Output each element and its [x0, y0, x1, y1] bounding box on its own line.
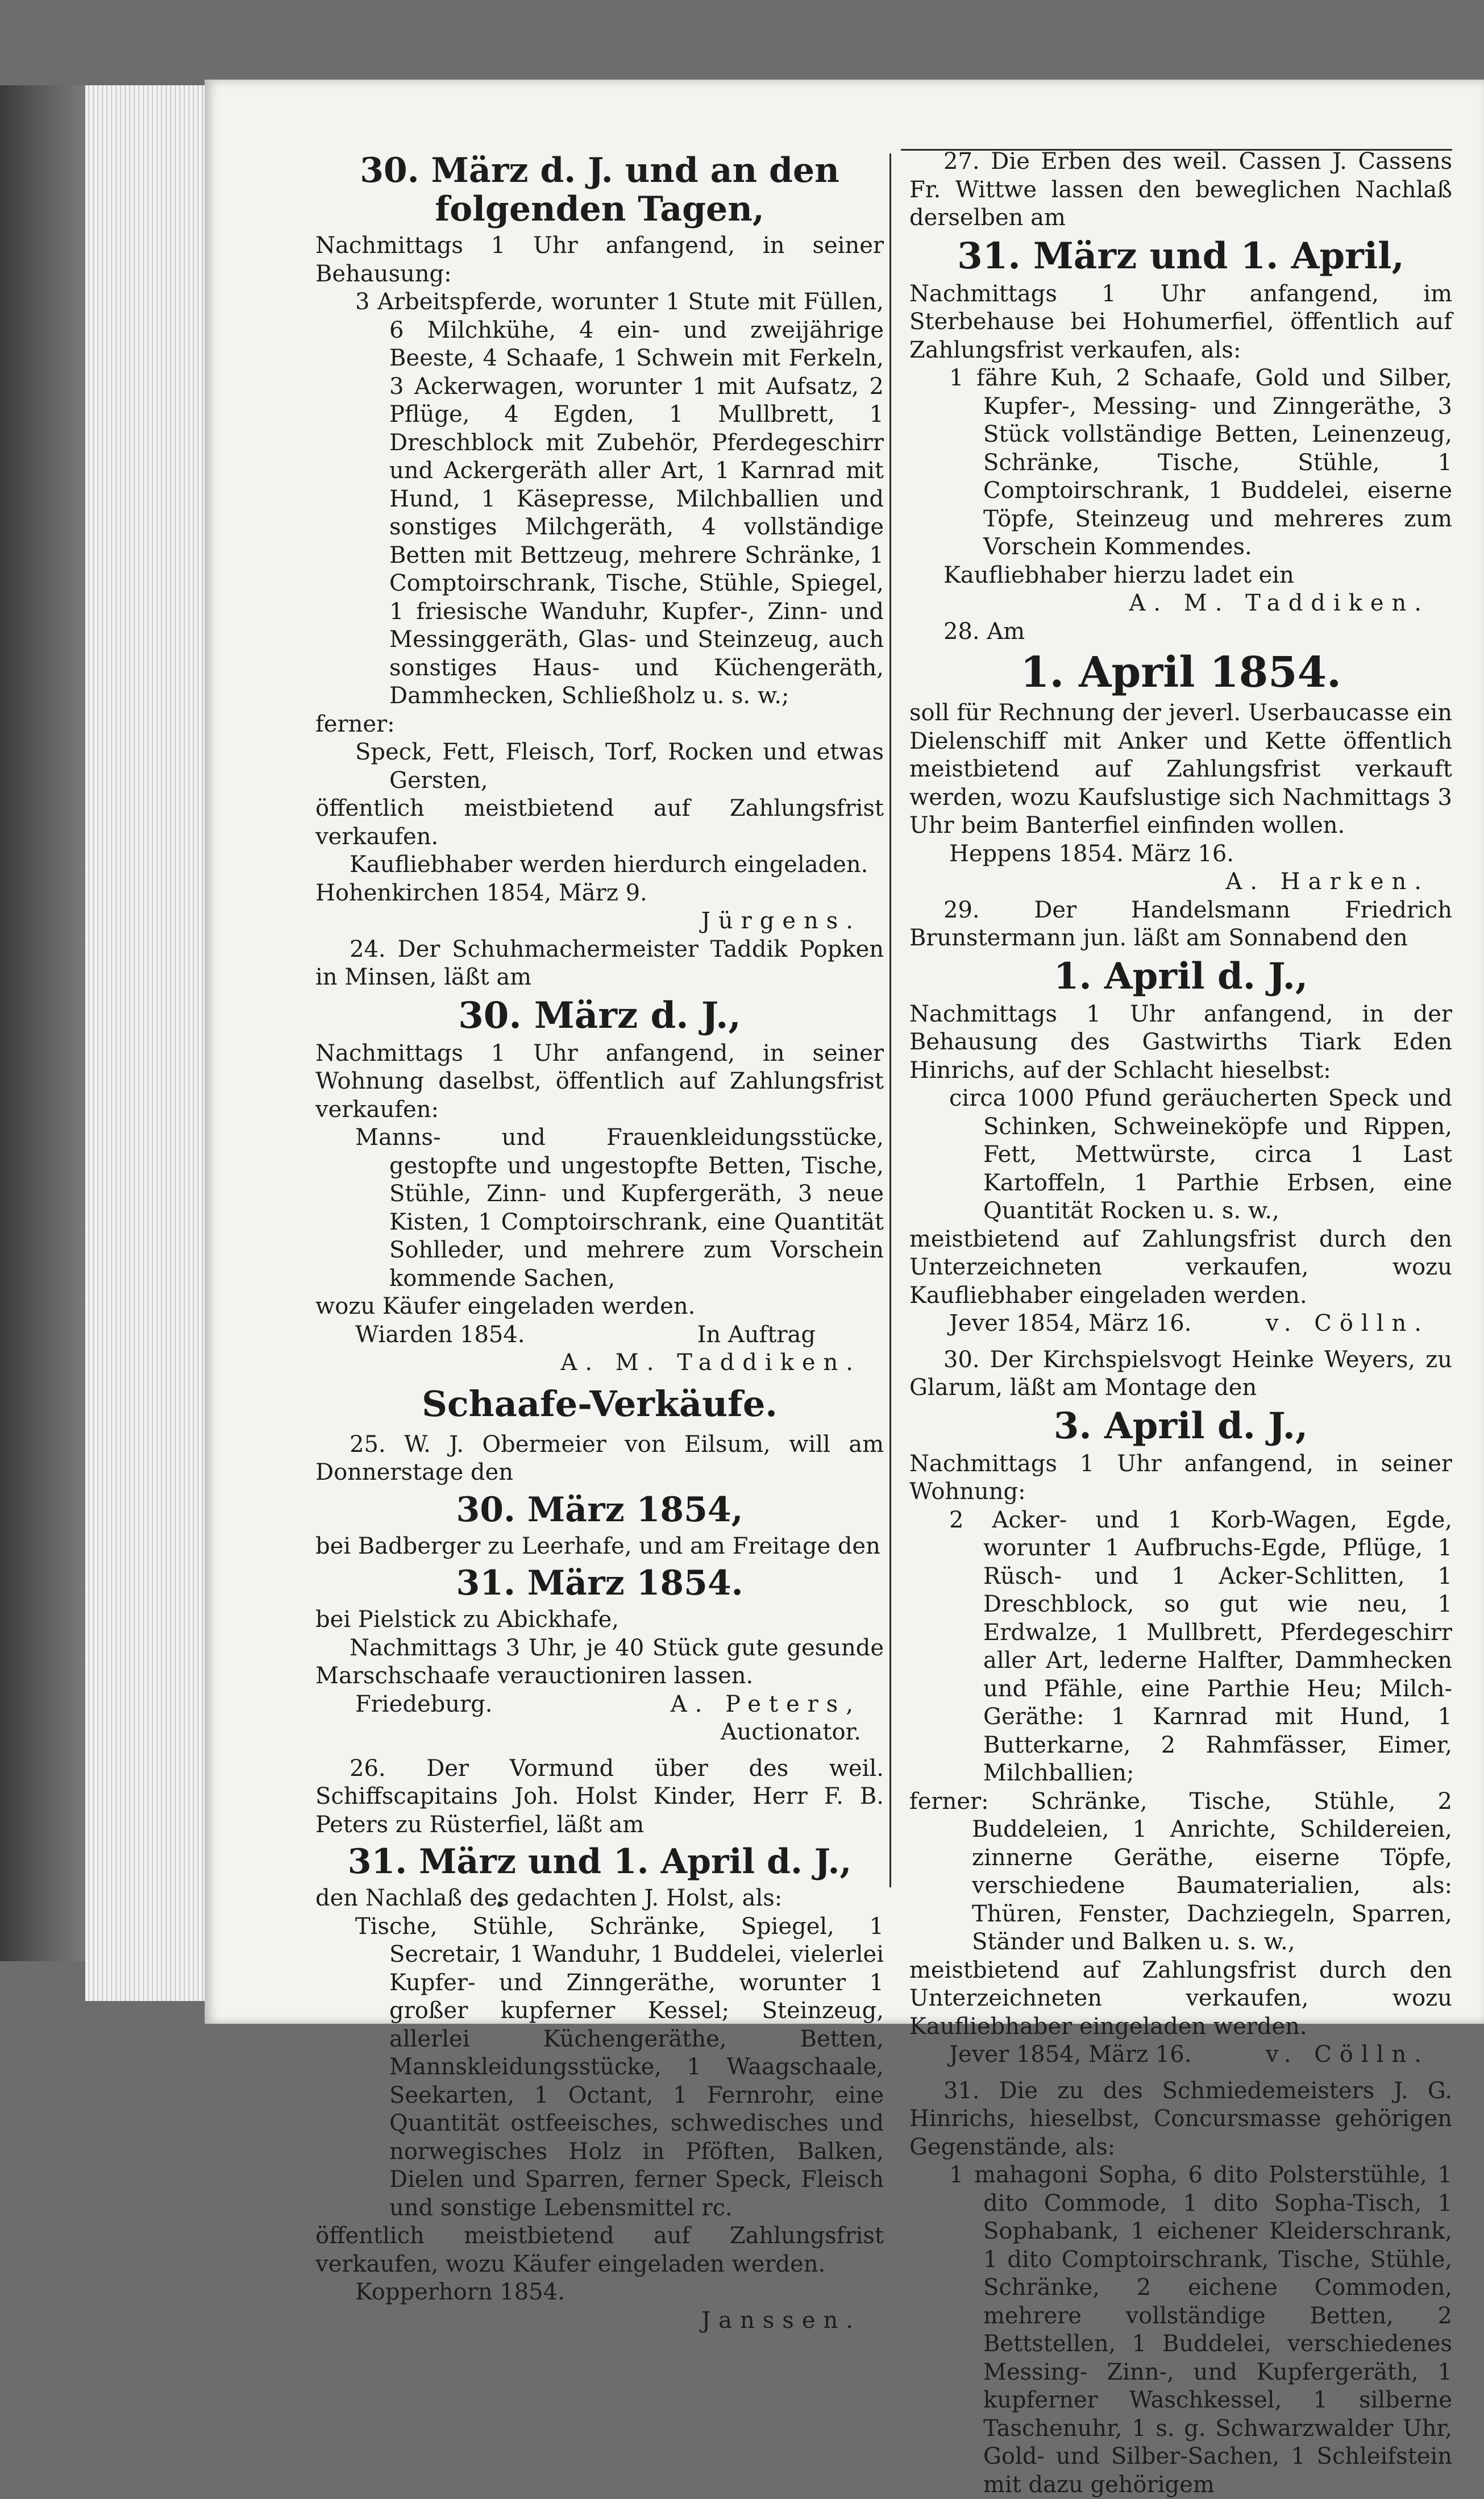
notice-25-date: 30. März 1854,: [456, 1489, 743, 1530]
notice-29-date: 1. April d. J.,: [1053, 954, 1308, 998]
section-heading: Schaafe-Verkäufe.: [422, 1383, 778, 1425]
book-binding: [0, 85, 85, 1961]
notice-27: 27. Die Erben des weil. Cassen J. Cassens Fr. Wittwe lassen den beweglichen Nachlaß derselben am: [909, 148, 1452, 231]
place-line: [909, 1310, 1452, 1338]
notice-28-date: 1. April 1854.: [1020, 648, 1341, 697]
text: meistbietend auf Zahlungsfrist durch den Unterzeichneten verkaufen, wozu Kaufliebhaber eingeladen werden.: [909, 1957, 1452, 2040]
place-line: [315, 1691, 884, 1719]
signature: Jürgens.: [701, 908, 861, 934]
item-list: ferner: Schränke, Tische, Stühle, 2 Buddeleien, 1 Anrichte, Schildereien, zinnerne Geräthe, eiserne Töpfe, verschiedene Baumaterialien, als: Thüren, Fenster, Dachziegeln, Sparren, Ständer und Balken u. s. w.,: [909, 1788, 1452, 1955]
place-date: Wiarden 1854.: [355, 1321, 525, 1348]
place-date: Jever 1854, März 16.: [949, 1310, 1192, 1336]
notice-26: 26. Der Vormund über des weil. Schiffscapitains Joh. Holst Kinder, Herr F. B. Peters zu Rüsterfiel, läßt am: [315, 1755, 884, 1838]
notice-30: 30. Der Kirchspielsvogt Heinke Weyers, zu Glarum, läßt am Montage den: [909, 1346, 1452, 1401]
page-edges: [85, 85, 206, 2001]
notice-30-date: 3. April d. J.,: [1053, 1404, 1308, 1447]
item-list: Speck, Fett, Fleisch, Torf, Rocken und etwas Gersten,: [355, 739, 884, 794]
notice-27-date: 31. März und 1. April,: [957, 234, 1404, 277]
signature: A. M. Taddiken.: [1129, 590, 1429, 616]
item-list: 1 fähre Kuh, 2 Schaafe, Gold und Silber, Kupfer-, Messing- und Zinngeräthe, 3 Stück vollständige Betten, Leinenzeug, Schränke, Tische, Stühle, 1 Comptoirschrank, 1 Buddelei, eiserne Töpfe, Steinzeug und mehreres zum Vorschein Kommendes.: [949, 365, 1452, 560]
left-column: [315, 148, 884, 2335]
item-list: 3 Arbeitspferde, worunter 1 Stute mit Füllen, 6 Milchkühe, 4 ein- und zweijährige Beeste, 4 Schaafe, 1 Schwein mit Ferkeln, 3 Ackerwagen, worunter 1 mit Aufsatz, 2 Pflüge, 4 Egden, 1 Mullbrett, 1 Dreschblock mit Zubehör, Pferdegeschirr und Ackergeräth aller Art, 1 Karnrad mit Hund, 1 Käsepresse, Milchballien und sonstiges Milchgeräth, 4 vollständige Betten mit Bettzeug, mehrere Schränke, 1 Comptoirschrank, Tische, Stühle, Spiegel, 1 friesische Wanduhr, Kupfer-, Zinn- und Messinggeräth, Glas- und Steinzeug, auch sonstiges Haus- und Küchengeräth, Dammhecken, Schließholz u. s. w.;: [355, 289, 884, 709]
place-date: Heppens 1854. März 16.: [949, 840, 1234, 867]
place-date: Kopperhorn 1854.: [355, 2279, 565, 2305]
notice-24-date: 30. März d. J.,: [458, 994, 741, 1037]
place-line: [315, 1321, 884, 1350]
notice-25: 25. W. J. Obermeier von Eilsum, will am Donnerstage den: [315, 1431, 884, 1485]
commission: In Auftrag: [697, 1321, 816, 1348]
item-list: circa 1000 Pfund geräucherten Speck und Schinken, Schweineköpfe und Rippen, Fett, Mettwürste, circa 1 Last Kartoffeln, 1 Parthie Erbsen, eine Quantität Rocken u. s. w.,: [949, 1085, 1452, 1224]
text: den Nachlaß des gedachten J. Holst, als:: [315, 1885, 783, 1911]
place-date: Friedeburg.: [355, 1691, 493, 1717]
text: Nachmittags 1 Uhr anfangend, in seiner Behausung:: [315, 233, 884, 287]
text: soll für Rechnung der jeverl. Userbaucasse ein Dielenschiff mit Anker und Kette öffentlich meistbietend auf Zahlungsfrist verkauft werden, wozu Kaufslustige sich Nachmittags 3 Uhr beim Banterfiel einfinden wollen.: [909, 700, 1452, 838]
item-list: 2 Acker- und 1 Korb-Wagen, Egde, worunter 1 Aufbruchs-Egde, Pflüge, 1 Rüsch- und 1 Acker-Schlitten, 1 Dreschblock, so gut wie neu, 1 Erdwalze, 1 Mullbrett, Pferdegeschirr aller Art, lederne Halfter, Dammhecken und Pfähle, eine Parthie Heu; Milch-Geräthe: 1 Karnrad mit Hund, 1 Butterkarne, 2 Rahmfässer, Eimer, Milchballien;: [949, 1506, 1452, 1786]
text: Nachmittags 1 Uhr anfangend, in seiner Wohnung:: [909, 1450, 1452, 1505]
place-date: Jever 1854, März 16.: [949, 2041, 1192, 2068]
signature: A. M. Taddiken.: [560, 1350, 861, 1376]
notice-26-date: 31. März und 1. April d. J.,: [347, 1842, 852, 1882]
text: Nachmittags 1 Uhr anfangend, im Sterbehause bei Hohumerfiel, öffentlich auf Zahlungsfrist verkaufen, als:: [909, 280, 1452, 363]
text: bei Pielstick zu Abickhafe,: [315, 1607, 619, 1633]
text: ferner:: [315, 711, 395, 737]
role: Auctionator.: [720, 1719, 861, 1745]
signature: A. Harken.: [1225, 869, 1429, 895]
text: Kaufliebhaber werden hierdurch eingeladen.: [350, 852, 868, 878]
heading-date: 30. März d. J. und an den folgenden Tagen,: [360, 151, 839, 229]
notice-31: 31. Die zu des Schmiedemeisters J. G. Hinrichs, hieselbst, Concursmasse gehörigen Gegenstände, als:: [909, 2077, 1452, 2160]
text: öffentlich meistbietend auf Zahlungsfrist verkaufen.: [315, 795, 884, 850]
signature: A. Peters,: [670, 1691, 861, 1717]
notice-24: 24. Der Schuhmachermeister Taddik Popken in Minsen, läßt am: [315, 936, 884, 990]
right-column: [909, 148, 1452, 2499]
text: Kaufliebhaber hierzu ladet ein: [943, 562, 1294, 588]
place-line: [909, 2041, 1452, 2069]
item-list: Manns- und Frauenkleidungsstücke, gestopfte und ungestopfte Betten, Tische, Stühle, Zinn- und Kupfergeräth, 3 neue Kisten, 1 Comptoirschrank, eine Quantität Sohlleder, und mehrere zum Vorschein kommende Sachen,: [355, 1124, 884, 1292]
text: öffentlich meistbietend auf Zahlungsfrist verkaufen, wozu Käufer eingeladen werden.: [315, 2223, 884, 2277]
notice-29: 29. Der Handelsmann Friedrich Brunstermann jun. läßt am Sonnabend den: [909, 896, 1452, 951]
text: Nachmittags 3 Uhr, je 40 Stück gute gesunde Marschschaafe verauctioniren lassen.: [315, 1634, 884, 1689]
signature: v. Cölln.: [1265, 2041, 1429, 2068]
text: Nachmittags 1 Uhr anfangend, in seiner Wohnung daselbst, öffentlich auf Zahlungsfrist verkaufen:: [315, 1040, 884, 1123]
notice-25-date: 31. März 1854.: [456, 1563, 743, 1603]
text: Nachmittags 1 Uhr anfangend, in der Behausung des Gastwirths Tiark Eden Hinrichs, auf der Schlacht hieselbst:: [909, 1001, 1452, 1084]
text: meistbietend auf Zahlungsfrist durch den Unterzeichneten verkaufen, wozu Kaufliebhaber eingeladen werden.: [909, 1226, 1452, 1309]
notice-28: 28. Am: [943, 618, 1025, 645]
item-list: Tische, Stühle, Schränke, Spiegel, 1 Secretair, 1 Wanduhr, 1 Buddelei, vielerlei Kupfer- und Zinngeräthe, worunter 1 großer kupferner Kessel; Steinzeug, allerlei Küchengeräthe, Betten, Mannskleidungsstücke, 1 Waagschaale, Seekarten, 1 Octant, 1 Fernrohr, eine Quantität ostfeeisches, schwedisches und norwegisches Holz in Pföften, Balken, Dielen und Sparren, ferner Speck, Fleisch und sonstige Lebensmittel rc.: [355, 1913, 884, 2221]
place-date: Hohenkirchen 1854, März 9.: [315, 879, 647, 906]
column-divider: [889, 153, 891, 1887]
text: bei Badberger zu Leerhafe, und am Freitage den: [315, 1533, 880, 1559]
item-list: 1 mahagoni Sopha, 6 dito Polsterstühle, 1 dito Commode, 1 dito Sopha-Tisch, 1 Sophabank, 1 eichener Kleiderschrank, 1 dito Comptoirschrank, Tische, Stühle, Schränke, 2 eichene Commoden, mehrere vollständige Betten, 2 Bettstellen, 1 Buddelei, verschiedenes Messing- Zinn-, und Kupfergeräth, 1 kupferner Waschkessel, 1 silberne Taschenuhr, 1 s. g. Schwarzwalder Uhr, Gold- und Silber-Sachen, 1 Schleifstein mit dazu gehörigem: [949, 2162, 1452, 2498]
signature: v. Cölln.: [1265, 1310, 1429, 1336]
signature: Janssen.: [701, 2307, 861, 2334]
text: wozu Käufer eingeladen werden.: [315, 1293, 696, 1319]
